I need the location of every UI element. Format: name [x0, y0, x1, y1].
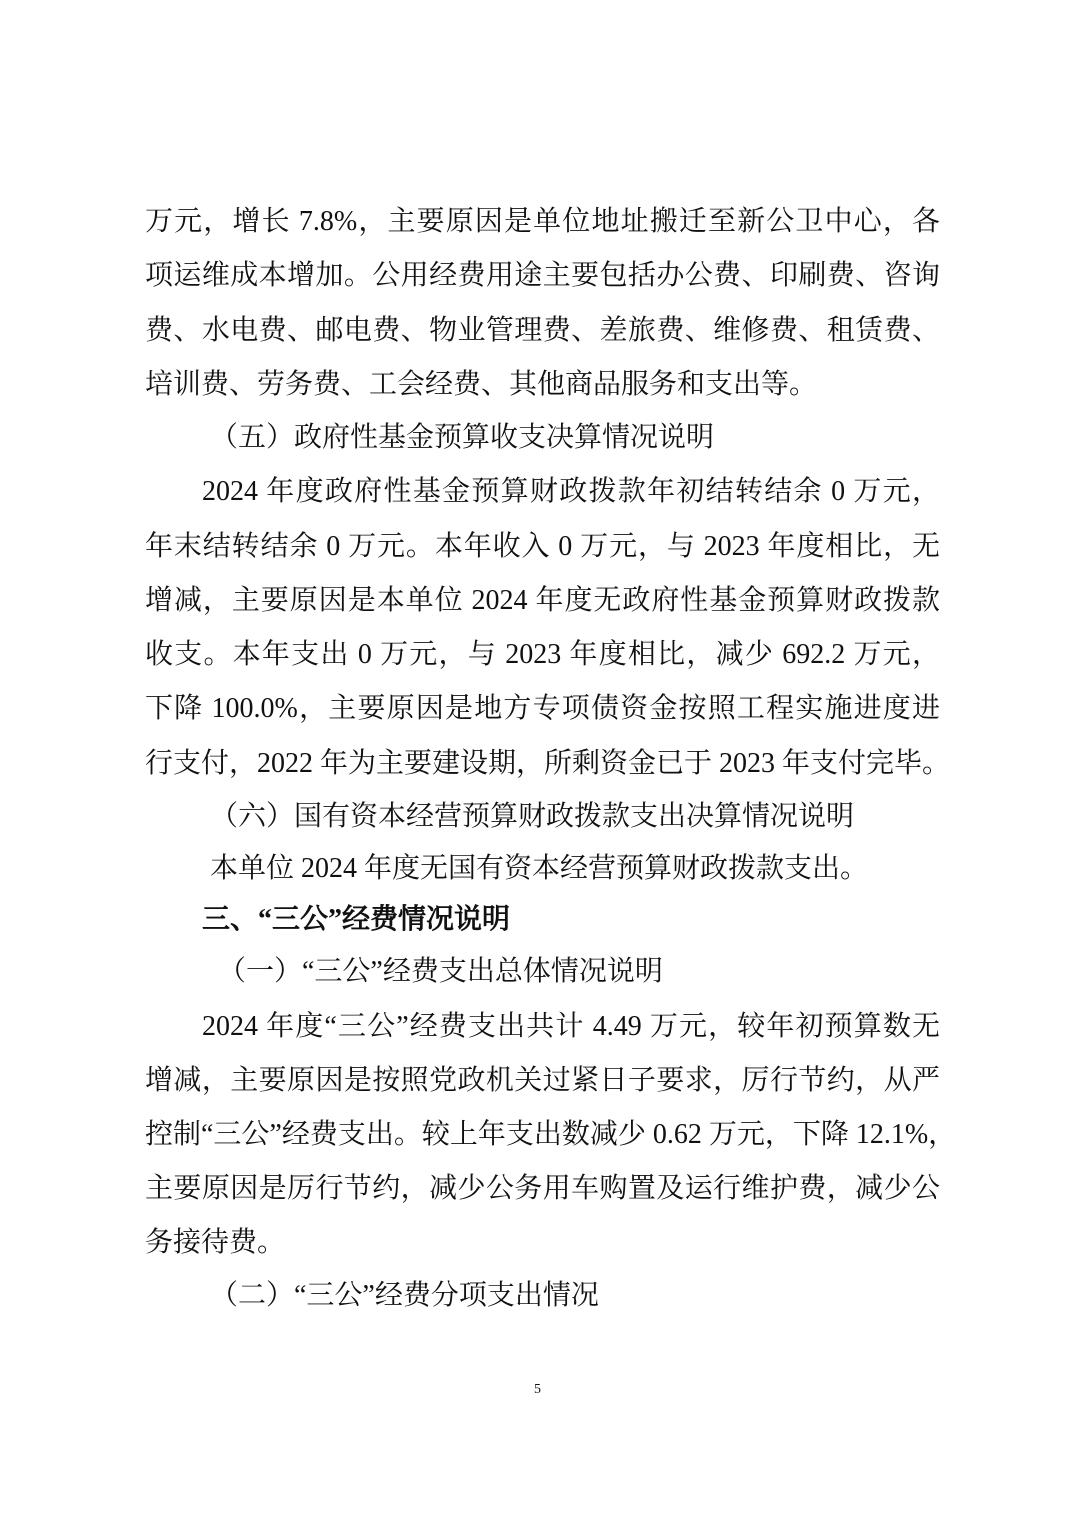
body-text-line: 2024 年度政府性基金预算财政拨款年初结转结余 0 万元，	[202, 476, 940, 507]
section-heading: （一）“三公”经费支出总体情况说明	[218, 956, 663, 987]
body-text-line: 培训费、劳务费、工会经费、其他商品服务和支出等。	[145, 369, 818, 400]
body-text-line: 行支付，2022 年为主要建设期，所剩资金已于 2023 年支付完毕。	[145, 748, 951, 779]
body-text-line: 年末结转结余 0 万元。本年收入 0 万元，与 2023 年度相比，无	[145, 531, 940, 562]
page-number: 5	[534, 1382, 541, 1397]
body-text-line: 本单位 2024 年度无国有资本经营预算财政拨款支出。	[210, 853, 869, 884]
body-text-line: 项运维成本增加。公用经费用途主要包括办公费、印刷费、咨询	[145, 260, 940, 291]
body-text-line: 万元，增长 7.8%，主要原因是单位地址搬迁至新公卫中心，各	[145, 206, 940, 237]
body-text-line: 控制“三公”经费支出。较上年支出数减少 0.62 万元，下降 12.1%，	[145, 1119, 957, 1150]
section-heading: （六）国有资本经营预算财政拨款支出决算情况说明	[210, 801, 855, 832]
body-text-line: 增减，主要原因是按照党政机关过紧日子要求，厉行节约，从严	[145, 1065, 940, 1096]
chapter-heading: 三、“三公”经费情况说明	[202, 904, 511, 935]
body-text-line: 增减，主要原因是本单位 2024 年度无政府性基金预算财政拨款	[145, 585, 940, 616]
body-text-line: 费、水电费、邮电费、物业管理费、差旅费、维修费、租赁费、	[145, 315, 940, 346]
body-text-line: 主要原因是厉行节约，减少公务用车购置及运行维护费，减少公	[145, 1173, 940, 1204]
body-text-line: 2024 年度“三公”经费支出共计 4.49 万元，较年初预算数无	[202, 1011, 940, 1042]
section-heading: （二）“三公”经费分项支出情况	[210, 1280, 599, 1311]
section-heading: （五）政府性基金预算收支决算情况说明	[210, 422, 715, 453]
body-text-line: 务接待费。	[145, 1227, 286, 1258]
body-text-line: 收支。本年支出 0 万元，与 2023 年度相比，减少 692.2 万元，	[145, 639, 940, 670]
body-text-line: 下降 100.0%，主要原因是地方专项债资金按照工程实施进度进	[145, 693, 940, 724]
